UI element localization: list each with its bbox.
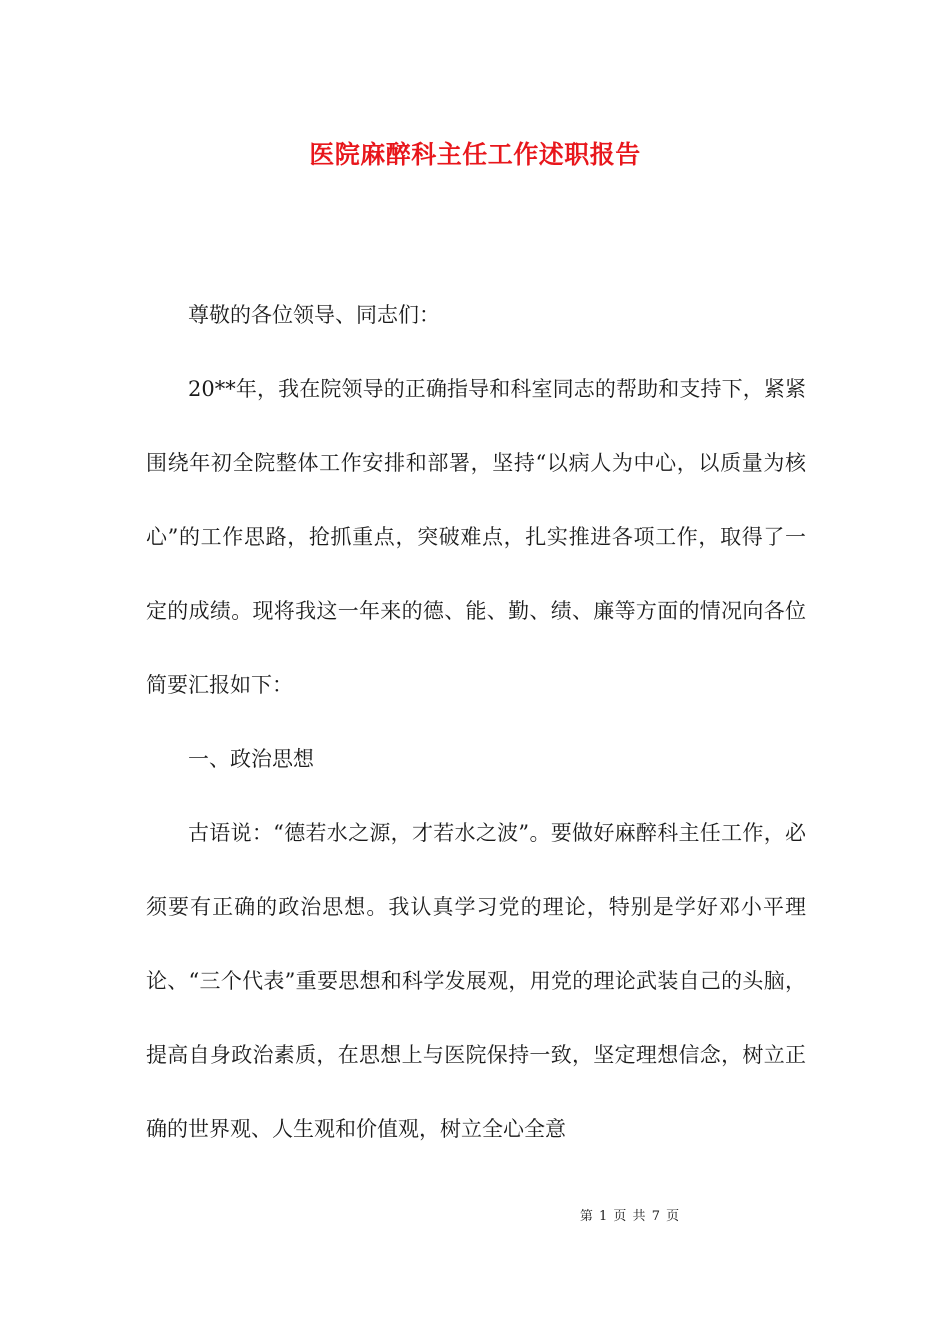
document-body	[146, 278, 806, 1166]
intro-paragraph: 20**年，我在院领导的正确指导和科室同志的帮助和支持下，紧紧围绕年初全院整体工作安排和部署，坚持“以病人为中心，以质量为核心”的工作思路，抢抓重点，突破难点，扎实推进各项工作，取得了一定的成绩。现将我这一年来的德、能、勤、绩、廉等方面的情况向各位简要汇报如下：	[146, 377, 806, 697]
political-paragraph: 古语说：“德若水之源，才若水之波”。要做好麻醉科主任工作，必须要有正确的政治思想。我认真学习党的理论，特别是学好邓小平理论、“三个代表”重要思想和科学发展观，用党的理论武装自己的头脑，提高自身政治素质，在思想上与医院保持一致，坚定理想信念，树立正确的世界观、人生观和价值观，树立全心全意	[146, 821, 806, 1141]
document-title: 医院麻醉科主任工作述职报告	[309, 140, 641, 169]
page-number-footer: 第 1 页 共 7 页	[579, 1209, 681, 1224]
salutation-paragraph: 尊敬的各位领导、同志们：	[188, 303, 440, 327]
section-heading-political: 一、政治思想	[188, 747, 314, 771]
